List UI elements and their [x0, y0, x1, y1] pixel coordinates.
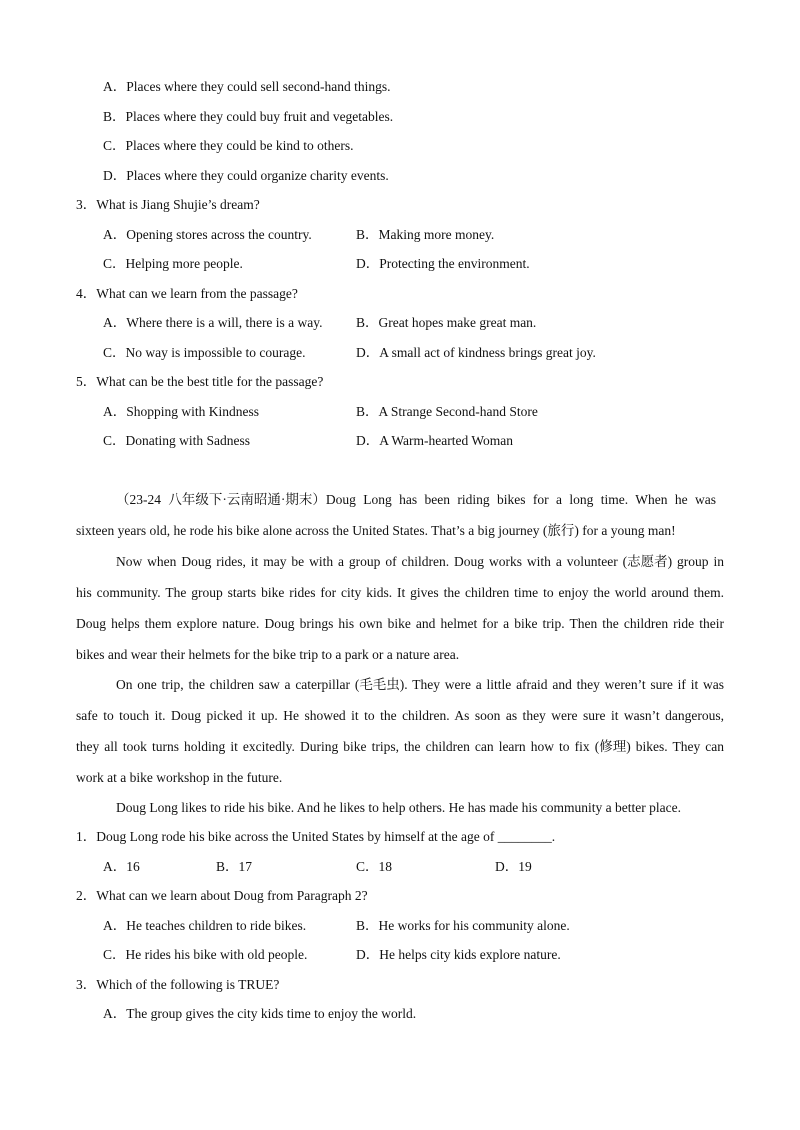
q5-option-c: C．Donating with Sadness	[103, 433, 250, 448]
question-3: 3．What is Jiang Shujie’s dream?	[76, 197, 260, 212]
q5-option-d: D．A Warm-hearted Woman	[356, 433, 514, 448]
q3-option-d: D．Protecting the environment.	[356, 256, 530, 271]
passage-p2-line2: his community. The group starts bike rides for city kids. It gives the children time to enjoy the world around them.	[76, 585, 724, 600]
q4-option-c: C．No way is impossible to courage.	[103, 345, 306, 360]
question-3b: 3．Which of the following is TRUE?	[76, 977, 280, 992]
question-5: 5．What can be the best title for the passage?	[76, 374, 324, 389]
passage-p3-line2: safe to touch it. Doug picked it up. He showed it to the children. As soon as they were sure it wasn’t dangerous,	[76, 708, 724, 723]
passage-p4-line1: Doug Long likes to ride his bike. And he likes to help others. He has made his community a better place.	[116, 800, 682, 815]
q4-option-b: B．Great hopes make great man.	[356, 315, 537, 330]
q3b-option-a: A．The group gives the city kids time to enjoy the world.	[103, 1006, 417, 1021]
passage-p1-line1	[116, 491, 724, 509]
q3-option-b: B．Making more money.	[356, 227, 495, 242]
option-c: C．Places where they could be kind to others.	[103, 138, 354, 153]
passage-p2-line3: Doug helps them explore nature. Doug brings his own bike and helmet for a bike trip. Then the children ride their	[76, 616, 724, 631]
passage-p3-line4: work at a bike workshop in the future.	[76, 770, 283, 785]
q4-option-a: A．Where there is a will, there is a way.	[103, 315, 323, 330]
q1-option-a: A．16	[103, 859, 140, 874]
passage-p3-line1: On one trip, the children saw a caterpillar (毛毛虫). They were a little afraid and they weren’t sure if it was	[116, 677, 724, 692]
question-1: 1．Doug Long rode his bike across the United States by himself at the age of ________.	[76, 829, 556, 844]
passage-p3-line3: they all took turns holding it excitedly. During bike trips, the children can learn how to fix (修理) bikes. They can	[76, 739, 724, 754]
question-4: 4．What can we learn from the passage?	[76, 286, 298, 301]
q4-option-d: D．A small act of kindness brings great joy.	[356, 345, 596, 360]
q1-option-d: D．19	[495, 859, 532, 874]
option-d: D．Places where they could organize charity events.	[103, 168, 389, 183]
q2-option-a: A．He teaches children to ride bikes.	[103, 918, 307, 933]
q1-option-c: C．18	[356, 859, 393, 874]
q2-option-d: D．He helps city kids explore nature.	[356, 947, 561, 962]
q1-option-b: B．17	[216, 859, 253, 874]
option-b: B．Places where they could buy fruit and vegetables.	[103, 109, 394, 124]
passage-p2-line4: bikes and wear their helmets for the bike trip to a park or a nature area.	[76, 647, 460, 662]
passage-p1-line1-text: （23-24 八年级下·云南昭通·期末）Doug Long has been riding bikes for a long time. When he was	[116, 492, 716, 507]
q3-option-c: C．Helping more people.	[103, 256, 243, 271]
option-a: A．Places where they could sell second-hand things.	[103, 79, 391, 94]
q2-option-c: C．He rides his bike with old people.	[103, 947, 308, 962]
question-2: 2．What can we learn about Doug from Paragraph 2?	[76, 888, 368, 903]
passage-p2-line1: Now when Doug rides, it may be with a group of children. Doug works with a volunteer (志愿者) group in	[116, 554, 724, 569]
q2-option-b: B．He works for his community alone.	[356, 918, 570, 933]
q5-option-b: B．A Strange Second-hand Store	[356, 404, 538, 419]
passage-p1-line2: sixteen years old, he rode his bike alone across the United States. That’s a big journey (旅行) for a young man!	[76, 523, 676, 538]
q3-option-a: A．Opening stores across the country.	[103, 227, 312, 242]
q5-option-a: A．Shopping with Kindness	[103, 404, 260, 419]
